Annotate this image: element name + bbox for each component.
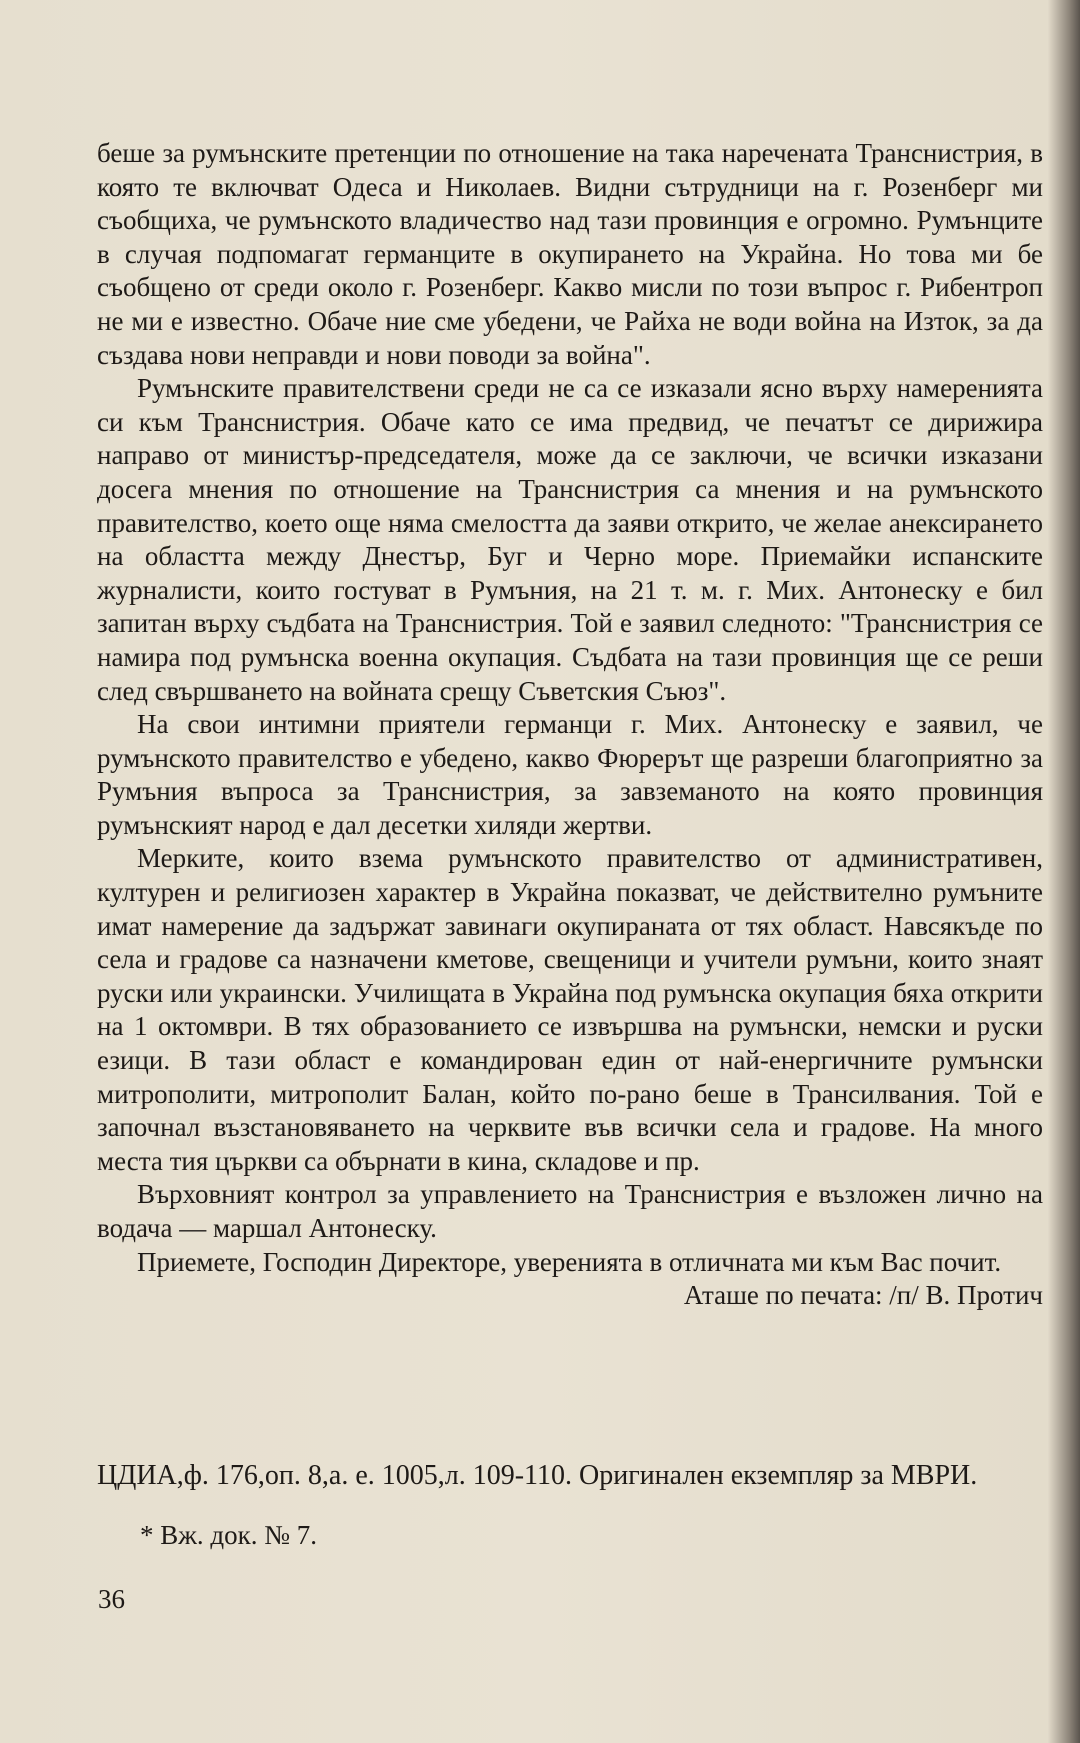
- footnote: * Вж. док. № 7.: [140, 1520, 318, 1550]
- paragraph-romanian-circles: Румънските правителствени среди не са се изказали ясно върху намеренията си към Транснистрия. Обаче като се има предвид, че печатът се дирижира направо от министър-председателя, може да се заключи, че всички изказани досега мнения по отношение на Транснистрия са мнения и на румънското правителство, което още няма смелостта да заяви открито, че желае анексирането на областта между Днестър, Буг и Черно море. Приемайки испанските журналисти, които гостуват в Румъния, на 21 т. м. г. Мих. Антонеску е бил запитан върху съдбата на Транснистрия. Той е заявил следното: "Транснистрия се намира под румънска военна окупация. Съдбата на тази провинция ще се реши след свършването на войната срещу Съветския Съюз".: [97, 373, 1043, 706]
- page-number: 36: [98, 1584, 125, 1614]
- paragraph-continuation: беше за румънските претенции по отношение на така наречената Транснистрия, в която те включват Одеса и Николаев. Видни сътрудници на г. Розенберг ми съобщиха, че румънското владичество над тази провинция е огромно. Румънците в случая подпомагат германците в окупирането на Украйна. Но това ми бе съобщено от среди около г. Розенберг. Какво мисли по този въпрос г. Рибентроп не ми е известно. Обаче ние сме убедени, че Райха не води война на Изток, за да създава нови неправди и нови поводи за война".: [97, 138, 1043, 370]
- body-text: [97, 137, 1043, 1313]
- paragraph-measures: Мерките, които взема румънското правителство от административен, културен и религиозен характер в Украйна показват, че действително румъните имат намерение да задържат завинаги окупираната от тях област. Навсякъде по села и градове са назначени кметове, свещеници и учители румъни, които знаят руски или украински. Училищата в Украйна под румънска окупация бяха открити на 1 октомври. В тях образованието се извършва на румънски, немски и руски езици. В тази област е командирован един от най-енергичните румънски митрополити, митрополит Балан, който по-рано беше в Трансилвания. Той е започнал възстановяването на черквите във всички села и градове. На много места тия църкви са обърнати в кина, складове и пр.: [97, 843, 1043, 1176]
- paragraph-antonescu-statement: На свои интимни приятели германци г. Мих. Антонеску е заявил, че румънското правителство е убедено, какво Фюрерът ще разреши благоприятно за Румъния въпроса за Транснистрия, за завземаното на която провинция румънският народ е дал десетки хиляди жертви.: [97, 709, 1043, 840]
- paragraph-closing: Приемете, Господин Директоре, уверенията в отличната ми към Вас почит.: [137, 1246, 1002, 1277]
- signature: Аташе по печата: /п/ В. Протич: [683, 1280, 1043, 1311]
- archive-source: ЦДИА,ф. 176,оп. 8,а. е. 1005,л. 109-110. Оригинален екземпляр за МВРИ.: [97, 1460, 978, 1491]
- paragraph-supreme-control: Върховният контрол за управлението на Транснистрия е възложен лично на водача — маршал Антонеску.: [97, 1179, 1043, 1243]
